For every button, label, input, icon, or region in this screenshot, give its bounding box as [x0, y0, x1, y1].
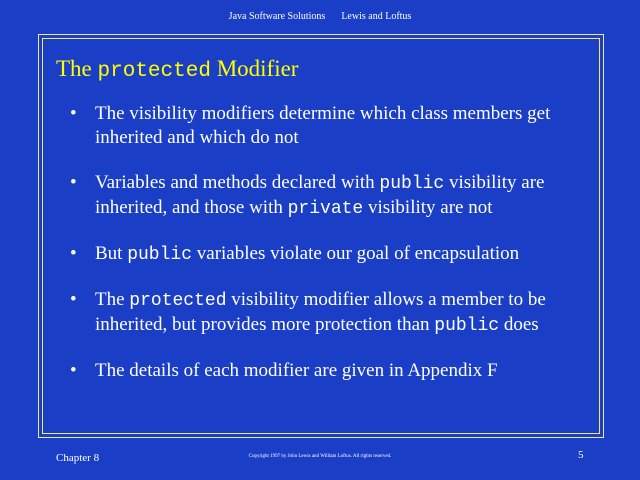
authors: Lewis and Loftus [341, 11, 412, 22]
title-text-before: The [56, 56, 98, 81]
bullet-item [70, 171, 600, 221]
bullet-item [70, 359, 600, 383]
code-keyword: protected [129, 291, 227, 311]
bullet-dot-icon: • [70, 103, 77, 124]
bullet-item [70, 288, 600, 338]
code-keyword: public [434, 316, 500, 336]
bullet-text: But [95, 243, 128, 264]
copyright-notice: Copyright 1997 by John Lewis and William Loftus. All rights reserved. [248, 454, 392, 459]
bullet-text: visibility are inherited, and those with [95, 172, 545, 218]
code-keyword: public [379, 174, 445, 194]
code-keyword: private [287, 199, 364, 219]
bullet-dot-icon: • [70, 172, 77, 193]
bullet-text: visibility are not [363, 197, 493, 218]
code-keyword: public [127, 245, 193, 265]
bullet-text: does [499, 314, 539, 335]
slide-title [56, 56, 298, 83]
bullet-item [70, 242, 600, 267]
title-text-after: Modifier [210, 56, 299, 81]
slide-header [0, 11, 640, 22]
bullet-item [70, 102, 600, 150]
bullet-dot-icon: • [70, 360, 77, 381]
chapter-label: Chapter 8 [56, 452, 100, 464]
bullet-list [70, 102, 600, 404]
title-code: protected [97, 60, 211, 83]
bullet-text: The visibility modifiers determine which class members get inherited and which do not [95, 103, 551, 148]
bullet-text: The [95, 289, 130, 310]
bullet-text: Variables and methods declared with [95, 172, 380, 193]
bullet-dot-icon: • [70, 289, 77, 310]
bullet-text: visibility modifier allows a member to be inherited, but provides more protection than [95, 289, 546, 335]
bullet-text: variables violate our goal of encapsulation [192, 243, 520, 264]
bullet-text: The details of each modifier are given in Appendix F [95, 360, 498, 381]
page-number: 5 [578, 449, 584, 461]
bullet-dot-icon: • [70, 243, 77, 264]
book-title: Java Software Solutions [228, 11, 326, 22]
